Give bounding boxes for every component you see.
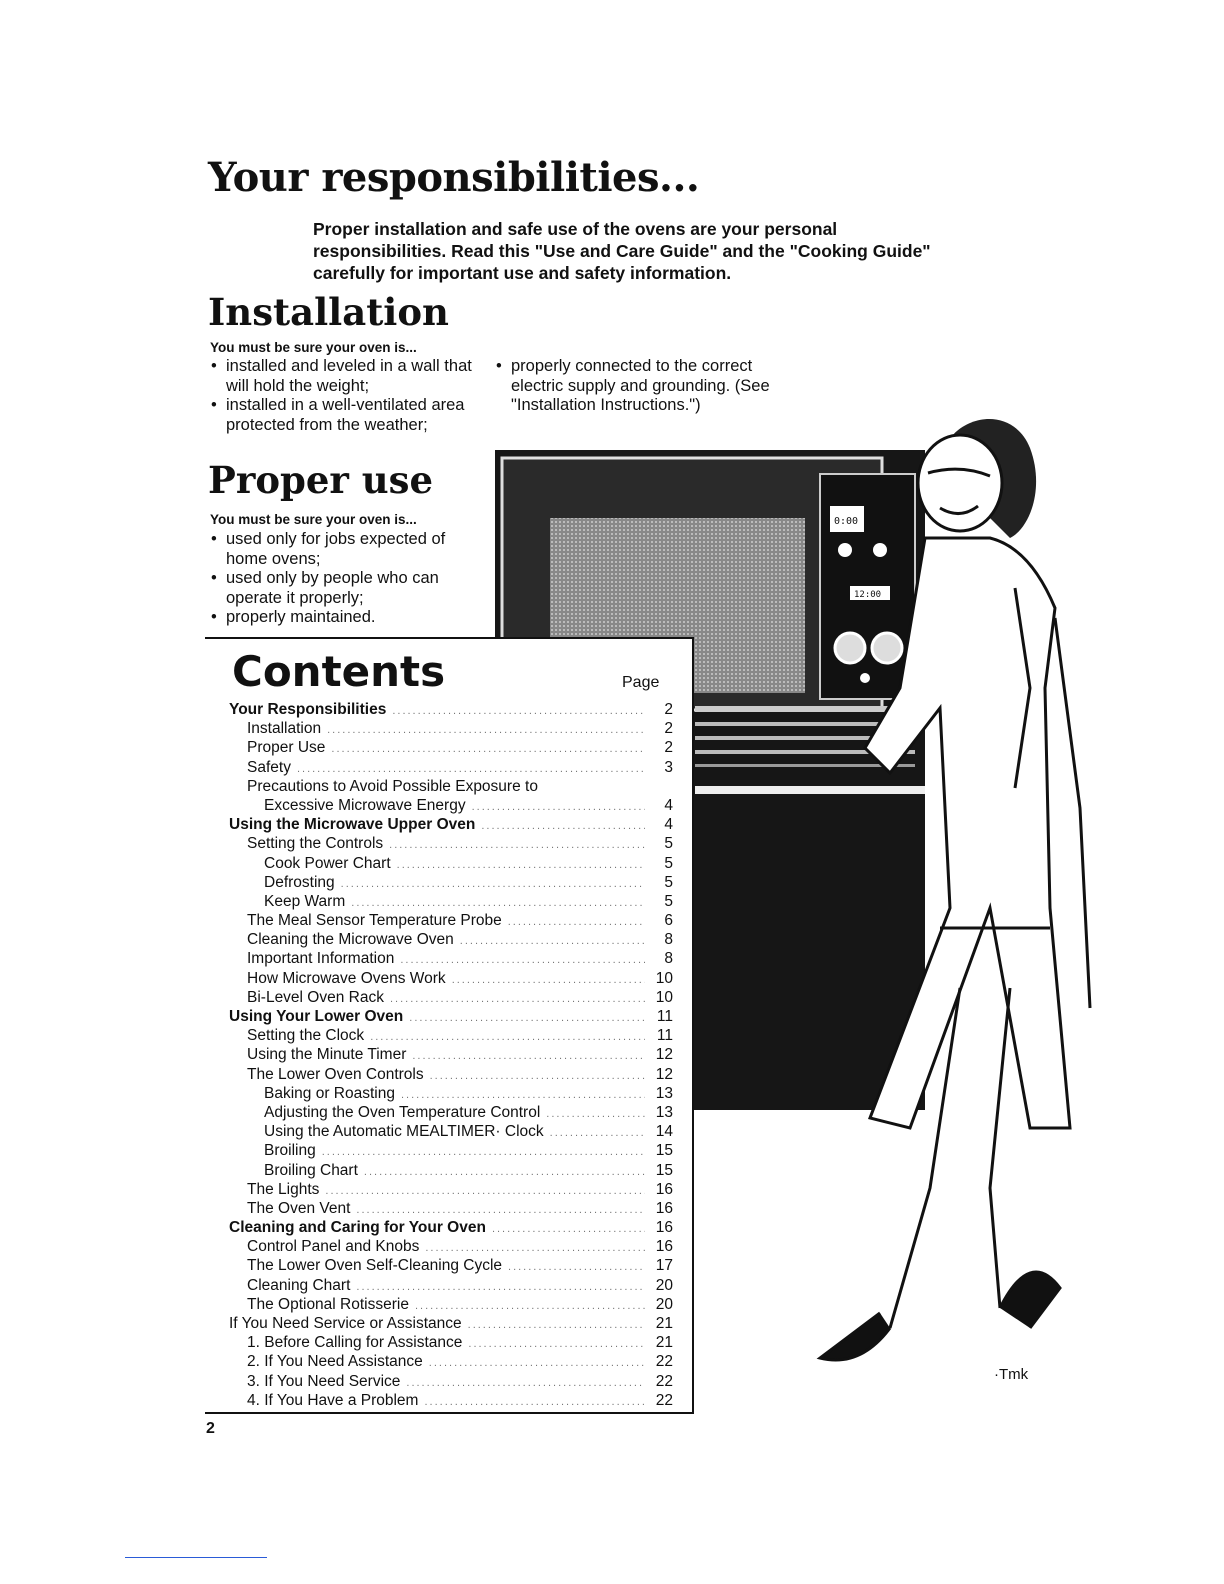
display-1: 0:00 <box>834 516 859 527</box>
list-item: The Meal Sensor Temperature Probe ..... 6 <box>229 911 673 930</box>
list-item: The Optional Rotisserie ..... 20 <box>229 1295 673 1314</box>
list-item: • installed and leveled in a wall that will hold the weight; <box>210 357 490 396</box>
list-item: The Lower Oven Self-Cleaning Cycle ..... 17 <box>229 1256 673 1275</box>
list-item: • properly maintained. <box>210 608 490 628</box>
list-item: Using Your Lower Oven ..... 11 <box>229 1007 673 1026</box>
list-item: Control Panel and Knobs ..... 16 <box>229 1237 673 1256</box>
list-item: Cleaning the Microwave Oven ..... 8 <box>229 930 673 949</box>
proper-use-subheading: You must be sure your oven is... <box>210 512 417 527</box>
list-item: Important Information ..... 8 <box>229 949 673 968</box>
trademark-note: ·Tmk <box>994 1366 1029 1383</box>
list-item: Broiling Chart ..... 15 <box>229 1161 673 1180</box>
list-item: Cleaning Chart ..... 20 <box>229 1276 673 1295</box>
list-item: Setting the Controls ..... 5 <box>229 834 673 853</box>
list-item: Using the Automatic MEALTIMER· Clock ..... 14 <box>229 1122 673 1141</box>
list-item: Setting the Clock ..... 11 <box>229 1026 673 1045</box>
installation-heading: Installation <box>208 290 449 334</box>
page-number: 2 <box>206 1420 215 1437</box>
list-item: Safety ..... 3 <box>229 758 673 777</box>
list-item: 1. Before Calling for Assistance ..... 21 <box>229 1333 673 1352</box>
list-item: Using the Minute Timer ..... 12 <box>229 1045 673 1064</box>
list-item: How Microwave Ovens Work ..... 10 <box>229 969 673 988</box>
list-item: Defrosting ..... 5 <box>229 873 673 892</box>
list-item: The Oven Vent ..... 16 <box>229 1199 673 1218</box>
proper-use-list <box>210 530 490 628</box>
installation-list-left <box>210 357 490 435</box>
list-item: 4. If You Have a Problem ..... 22 <box>229 1391 673 1410</box>
list-item: The Lower Oven Controls ..... 12 <box>229 1065 673 1084</box>
list-item: Installation ..... 2 <box>229 719 673 738</box>
list-item: Precautions to Avoid Possible Exposure to <box>247 777 538 795</box>
list-item: If You Need Service or Assistance ..... 21 <box>229 1314 673 1333</box>
list-item: • installed in a well-ventilated area protected from the weather; <box>210 396 490 435</box>
contents-list <box>229 700 673 1410</box>
contents-box <box>205 637 694 1414</box>
page-column-label: Page <box>622 674 660 691</box>
list-item: 2. If You Need Assistance ..... 22 <box>229 1352 673 1371</box>
list-item: • used only by people who can operate it properly; <box>210 569 490 608</box>
list-item: Proper Use ..... 2 <box>229 738 673 757</box>
list-item: Baking or Roasting ..... 13 <box>229 1084 673 1103</box>
list-item: 3. If You Need Service ..... 22 <box>229 1372 673 1391</box>
installation-subheading: You must be sure your oven is... <box>210 340 417 355</box>
display-2: 12:00 <box>854 590 882 600</box>
list-item: Cook Power Chart ..... 5 <box>229 854 673 873</box>
list-item: Using the Microwave Upper Oven ..... 4 <box>229 815 673 834</box>
list-item: Cleaning and Caring for Your Oven ..... 16 <box>229 1218 673 1237</box>
proper-use-heading: Proper use <box>208 458 434 502</box>
list-item: Adjusting the Oven Temperature Control ..... 13 <box>229 1103 673 1122</box>
list-item: Broiling ..... 15 <box>229 1141 673 1160</box>
list-item: Bi-Level Oven Rack ..... 10 <box>229 988 673 1007</box>
list-item: • used only for jobs expected of home ovens; <box>210 530 490 569</box>
list-item: • properly connected to the correct electric supply and grounding. (See "Installation Instructions.") <box>495 357 783 416</box>
page-title: Your responsibilities... <box>208 154 700 201</box>
contents-title: Contents <box>232 647 446 696</box>
list-item: Keep Warm ..... 5 <box>229 892 673 911</box>
list-item: Your Responsibilities ..... 2 <box>229 700 673 719</box>
bottom-rule <box>125 1557 267 1558</box>
list-item: Excessive Microwave Energy ..... 4 <box>229 796 673 815</box>
intro-paragraph: Proper installation and safe use of the ovens are your personal responsibilities. Read this "Use and Care Guide" and the "Cooking Guide" carefully for important use and safety information. <box>313 219 931 283</box>
list-item: The Lights ..... 16 <box>229 1180 673 1199</box>
